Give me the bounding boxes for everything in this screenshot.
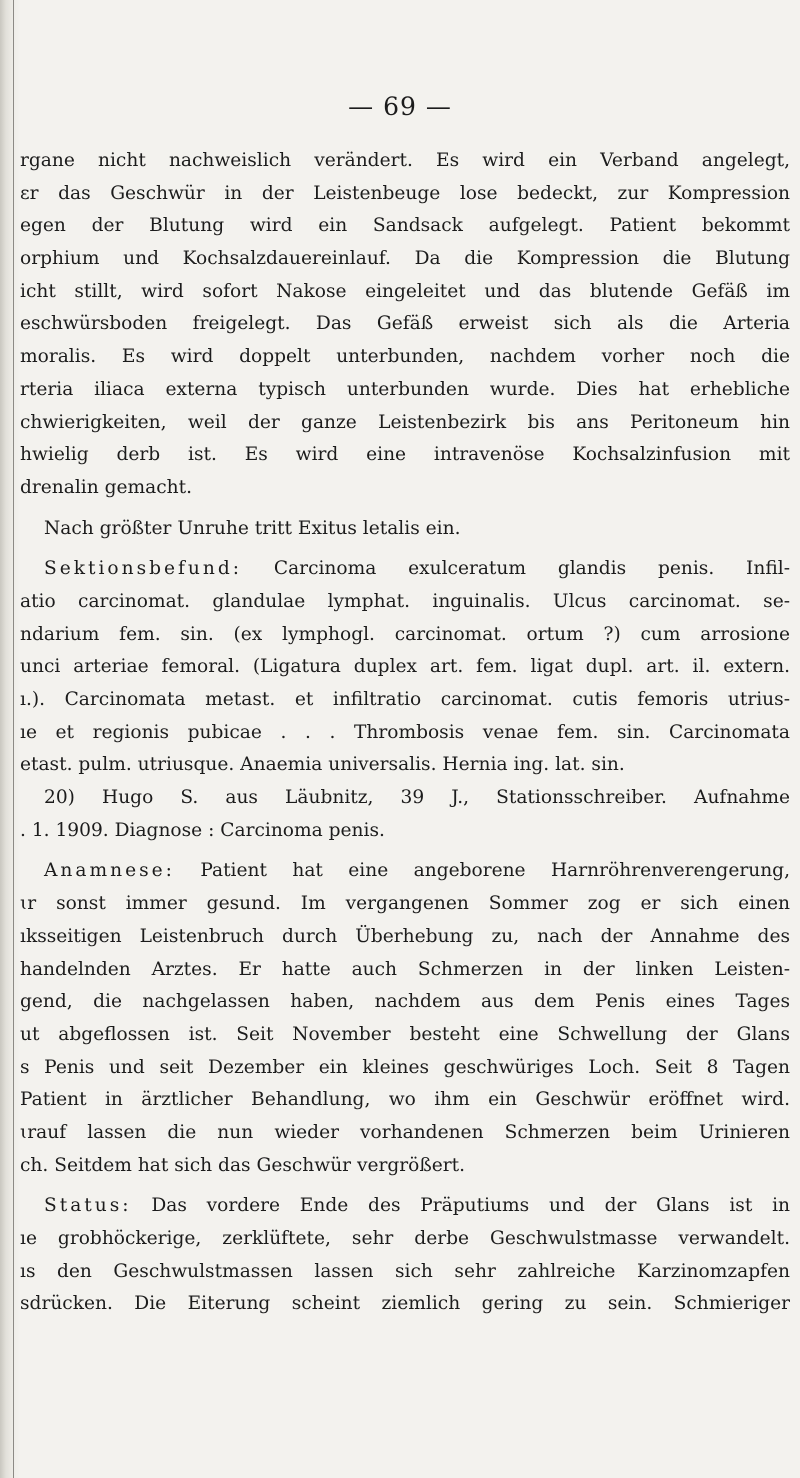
section-lead: Anamnese: bbox=[44, 860, 175, 882]
text-line: hwielig derb ist. Es wird eine intravenöse Kochsalzinfusion mit bbox=[20, 444, 790, 466]
text-line: ıs den Geschwulstmassen lassen sich sehr zahlreiche Karzinomzapfen bbox=[20, 1260, 790, 1282]
paragraph-status bbox=[20, 1190, 790, 1321]
page-number: — 69 — bbox=[348, 92, 452, 121]
text-run: Das vordere Ende des Präputiums und der Glans ist in bbox=[131, 1195, 790, 1217]
paragraph-exitus bbox=[20, 513, 790, 546]
text-line: eschwürsboden freigelegt. Das Gefäß erweist sich als die Arteria bbox=[20, 313, 790, 335]
binding-shadow bbox=[0, 0, 20, 1478]
paragraph-surgery bbox=[20, 145, 790, 505]
text-line: Patient in ärztlicher Behandlung, wo ihm ein Geschwür eröffnet wird. bbox=[20, 1089, 790, 1111]
text-line: sdrücken. Die Eiterung scheint ziemlich gering zu sein. Schmieriger bbox=[20, 1293, 790, 1315]
text-line: ıe et regionis pubicae . . . Thrombosis venae fem. sin. Carcinomata bbox=[20, 721, 790, 743]
text-line: 20) Hugo S. aus Läubnitz, 39 J., Stationsschreiber. Aufnahme bbox=[44, 787, 790, 809]
text-line: drenalin gemacht. bbox=[20, 476, 193, 498]
text-line: rteria iliaca externa typisch unterbunden wurde. Dies hat erhebliche bbox=[20, 378, 790, 400]
text-line: ıksseitigen Leistenbruch durch Überhebung zu, nach der Annahme des bbox=[20, 925, 790, 947]
text-line: ı.). Carcinomata metast. et infiltratio carcinomat. cutis femoris utrius- bbox=[20, 689, 790, 710]
text-line: egen der Blutung wird ein Sandsack aufgelegt. Patient bekommt bbox=[20, 215, 790, 237]
paragraph-sektionsbefund bbox=[20, 553, 790, 782]
text-line bbox=[20, 855, 790, 888]
page-body bbox=[20, 145, 790, 1321]
text-line bbox=[20, 553, 790, 586]
text-line: icht stillt, wird sofort Nakose eingeleitet und das blutende Gefäß im bbox=[20, 280, 790, 302]
text-line bbox=[20, 1190, 790, 1223]
text-run: Patient hat eine angeborene Harnröhrenverengerung, bbox=[174, 860, 790, 882]
text-line: gend, die nachgelassen haben, nachdem aus dem Penis eines Tages bbox=[20, 991, 790, 1013]
text-line: chwierigkeiten, weil der ganze Leistenbezirk bis ans Peritoneum hin bbox=[20, 411, 790, 433]
text-line: rgane nicht nachweislich verändert. Es wird ein Verband angelegt, bbox=[20, 150, 790, 171]
text-line: moralis. Es wird doppelt unterbunden, nachdem vorher noch die bbox=[20, 346, 790, 368]
text-line: s Penis und seit Dezember ein kleines geschwüriges Loch. Seit 8 Tagen bbox=[20, 1056, 790, 1078]
paragraph-case-20 bbox=[20, 782, 790, 847]
text-line: ɩrauf lassen die nun wieder vorhandenen Schmerzen beim Urinieren bbox=[20, 1121, 790, 1143]
paragraph-anamnese bbox=[20, 855, 790, 1182]
text-line: . 1. 1909. Diagnose : Carcinoma penis. bbox=[20, 819, 385, 841]
binding-edge-line bbox=[13, 0, 14, 1478]
text-line: orphium und Kochsalzdauereinlauf. Da die Kompression die Blutung bbox=[20, 248, 790, 270]
text-line: etast. pulm. utriusque. Anaemia universalis. Hernia ing. lat. sin. bbox=[20, 754, 625, 776]
text-line: ıe grobhöckerige, zerklüftete, sehr derbe Geschwulstmasse verwandelt. bbox=[20, 1228, 790, 1249]
text-line: atio carcinomat. glandulae lymphat. inguinalis. Ulcus carcinomat. se- bbox=[20, 590, 790, 612]
text-line: unci arteriae femoral. (Ligatura duplex art. fem. ligat dupl. art. il. extern. bbox=[20, 656, 790, 678]
text-run: Carcinoma exulceratum glandis penis. Infil- bbox=[242, 558, 790, 580]
text-line: ch. Seitdem hat sich das Geschwür vergrößert. bbox=[20, 1154, 466, 1176]
text-line: Nach größter Unruhe tritt Exitus letalis ein. bbox=[44, 517, 461, 539]
text-line: handelnden Arztes. Er hatte auch Schmerzen in der linken Leisten- bbox=[20, 958, 790, 980]
text-line: ɛr das Geschwür in der Leistenbeuge lose bedeckt, zur Kompression bbox=[20, 182, 790, 204]
section-lead: Sektionsbefund: bbox=[44, 558, 243, 580]
text-line: ndarium fem. sin. (ex lymphogl. carcinomat. ortum ?) cum arrosione bbox=[20, 623, 790, 645]
text-line: ɩr sonst immer gesund. Im vergangenen Sommer zog er sich einen bbox=[20, 893, 790, 915]
text-line: ut abgeflossen ist. Seit November besteht eine Schwellung der Glans bbox=[20, 1023, 790, 1045]
section-lead: Status: bbox=[44, 1195, 132, 1217]
